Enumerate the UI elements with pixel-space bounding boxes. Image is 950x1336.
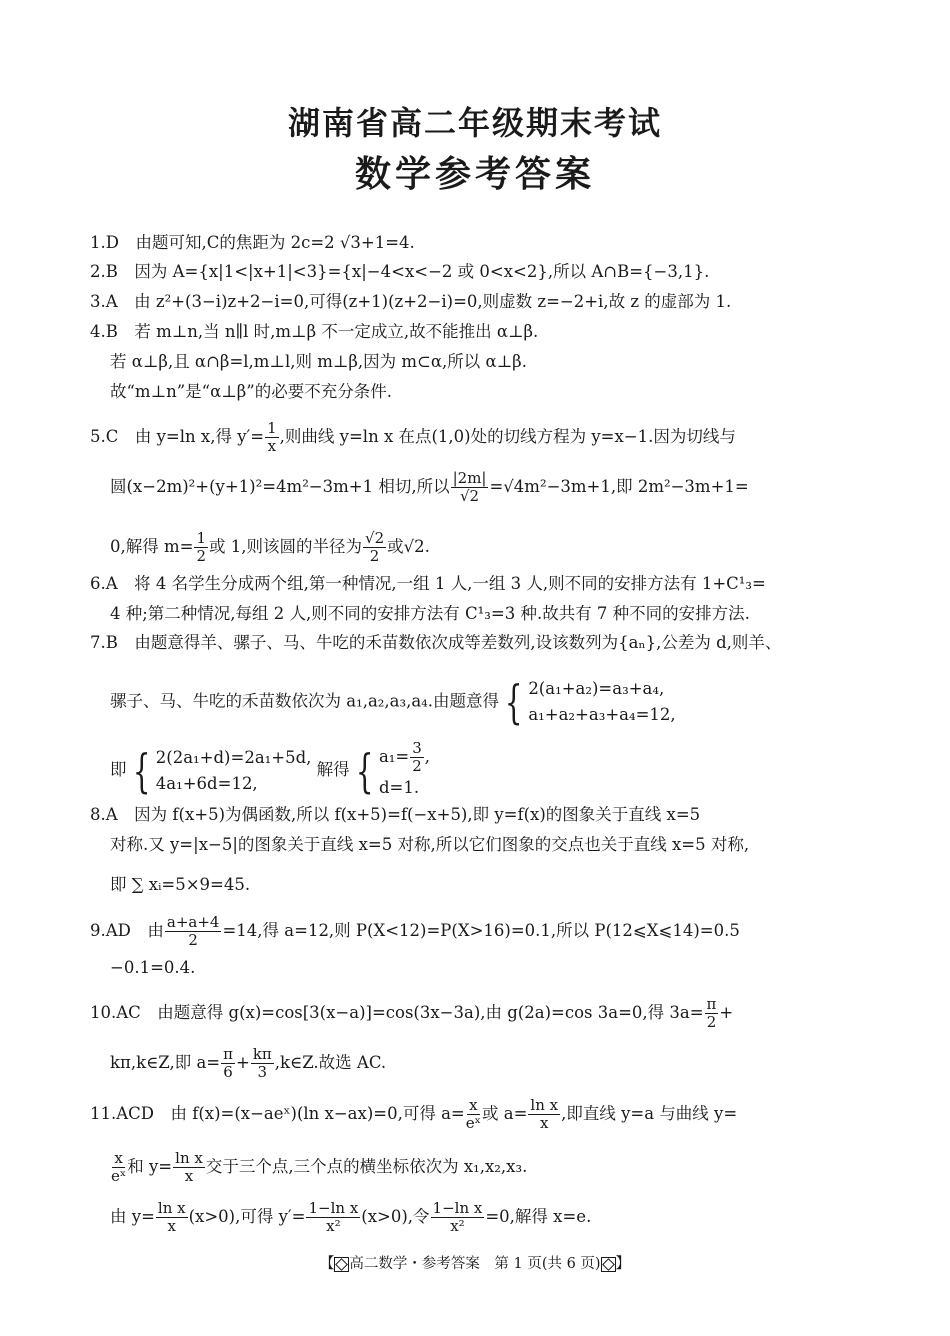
answer-6-line1: 6.A 将 4 名学生分成两个组,第一种情况,一组 1 人,一组 3 人,则不同的安排方法有 1+C¹₃= [90, 574, 766, 593]
footer-bracket: 【 [319, 1256, 335, 1272]
fraction-denominator: 6 [223, 1063, 233, 1081]
fraction-numerator: ln x [530, 1096, 559, 1114]
equation-system [379, 740, 430, 801]
text: ,则曲线 y=ln x 在点(1,0)处的切线方程为 y=x−1.因为切线与 [279, 427, 736, 446]
equation-system [528, 676, 675, 728]
fraction [431, 1200, 485, 1235]
fraction [156, 1200, 188, 1235]
text: 交于三个点,三个点的横坐标依次为 x₁,x₂,x₃. [205, 1157, 528, 1176]
fraction-denominator: 2 [196, 547, 207, 565]
fraction-denominator: 2 [706, 1013, 717, 1031]
answer-9-line1 [90, 914, 870, 949]
fraction [528, 1097, 560, 1132]
answer-10-line2 [110, 1046, 890, 1081]
text: + [719, 1003, 734, 1022]
text: 9.AD 由 [90, 921, 164, 940]
text: 5.C 由 y=ln x,得 y′= [90, 427, 265, 446]
brace-icon: { [504, 675, 523, 729]
text: 圆(x−2m)²+(y+1)²=4m²−3m+1 相切,所以 [110, 477, 450, 496]
fraction [251, 1046, 274, 1081]
fraction-denominator: √2 [459, 487, 480, 505]
answer-3: 3.A 由 z²+(3−i)z+2−i=0,可得(z+1)(z+2−i)=0,则虚数 z=−2+i,故 z 的虚部为 1. [90, 292, 732, 311]
answer-4-line2: 若 α⊥β,且 α∩β=l,m⊥l,则 m⊥β,因为 m⊂α,所以 α⊥β. [110, 352, 527, 371]
equation: 4a₁+6d=12, [155, 773, 258, 793]
fraction-numerator: 1−ln x [308, 1199, 359, 1217]
equation: 2(2a₁+d)=2a₁+5d, [155, 747, 312, 767]
answer-7-line1: 7.B 由题意得羊、骡子、马、牛吃的禾苗数依次成等差数列,设该数列为{aₙ},公差为 d,则羊、 [90, 633, 782, 652]
answer-9-line2: −0.1=0.4. [110, 958, 196, 977]
fraction-denominator: x² [450, 1217, 465, 1235]
fraction-denominator: x [267, 437, 277, 455]
fraction-denominator: 3 [257, 1063, 268, 1081]
text: 解得 [316, 760, 350, 779]
diamond-box-icon [334, 1257, 349, 1272]
answer-5-line1 [90, 420, 870, 455]
fraction-denominator: x [167, 1217, 176, 1235]
answer-6-line2: 4 种;第二种情况,每组 2 人,则不同的安排方法有 C¹₃=3 种.故共有 7 种不同的安排方法. [110, 604, 750, 623]
text: 或 1,则该圆的半径为 [209, 537, 363, 556]
text: (x>0),令 [361, 1207, 430, 1226]
footer-text: 高二数学・参考答案 第 1 页(共 6 页) [349, 1256, 601, 1272]
equation [379, 740, 430, 775]
fraction-denominator: eˣ [111, 1167, 127, 1185]
fraction-denominator: x [540, 1114, 549, 1132]
text: 11.ACD 由 f(x)=(x−aeˣ)(ln x−ax)=0,可得 a= [90, 1104, 465, 1123]
text: =√4m²−3m+1,即 2m²−3m+1= [489, 477, 749, 496]
text: ,即直线 y=a 与曲线 y= [561, 1104, 738, 1123]
fraction [221, 1046, 235, 1081]
fraction [705, 996, 719, 1031]
page-subtitle: 数学参考答案 [354, 154, 595, 195]
fraction-numerator: 1 [196, 529, 207, 547]
page-footer [0, 1252, 950, 1273]
text: 和 y= [127, 1157, 173, 1176]
answer-7-line2 [110, 676, 890, 728]
text: =0,解得 x=e. [485, 1207, 592, 1226]
answer-4-line1: 4.B 若 m⊥n,当 n∥l 时,m⊥β 不一定成立,故不能推出 α⊥β. [90, 322, 539, 341]
fraction-denominator: 2 [188, 931, 198, 949]
equation: a₁+a₂+a₃+a₄=12, [528, 705, 676, 724]
footer-bracket: 】 [615, 1256, 631, 1272]
equation-system [156, 745, 312, 797]
answer-4-line3: 故“m⊥n”是“α⊥β”的必要不充分条件. [110, 382, 392, 401]
diamond-box-icon [601, 1257, 616, 1272]
fraction-numerator: ln x [175, 1149, 203, 1167]
fraction-numerator: π [706, 995, 717, 1013]
text: + [236, 1053, 250, 1072]
text: 即 [110, 760, 127, 779]
fraction-numerator: |2m| [452, 469, 487, 487]
fraction-denominator: x² [326, 1217, 341, 1235]
text: =14,得 a=12,则 P(X<12)=P(X>16)=0.1,所以 P(12⩽X⩽14)=0.5 [222, 921, 740, 940]
fraction-numerator: x [114, 1149, 123, 1167]
fraction [265, 420, 279, 455]
fraction-numerator: 1 [267, 419, 277, 437]
page-title: 湖南省高二年级期末考试 [287, 104, 662, 142]
fraction [111, 1150, 126, 1185]
answer-11-line3 [110, 1200, 890, 1235]
answer-8-line3: 即 ∑ xᵢ=5×9=45. [110, 875, 251, 894]
fraction [165, 914, 222, 949]
answer-11-line1 [90, 1097, 870, 1132]
text: 或√2. [387, 537, 430, 556]
fraction [466, 1097, 481, 1132]
fraction-numerator: √2 [365, 529, 385, 547]
fraction [363, 530, 386, 565]
equation: 2(a₁+a₂)=a₃+a₄, [528, 679, 665, 698]
fraction-denominator: 2 [369, 547, 380, 565]
text: 0,解得 m= [110, 537, 194, 556]
answer-5-line3 [110, 530, 890, 565]
answer-10-line1 [90, 996, 870, 1031]
text: 或 a= [481, 1104, 528, 1123]
fraction-numerator: 1−ln x [432, 1199, 483, 1217]
brace-icon: { [132, 743, 150, 798]
fraction [410, 740, 424, 775]
fraction [451, 470, 489, 505]
answer-8-line2: 对称.又 y=|x−5|的图象关于直线 x=5 对称,所以它们图象的交点也关于直线 x=5 对称, [110, 835, 750, 854]
fraction-numerator: π [223, 1045, 233, 1063]
fraction-denominator: eˣ [465, 1114, 481, 1132]
answer-5-line2 [110, 470, 890, 505]
fraction-numerator: 3 [412, 739, 422, 757]
fraction [194, 530, 208, 565]
answer-11-line2 [110, 1150, 890, 1185]
fraction [306, 1200, 360, 1235]
fraction-numerator: x [469, 1096, 478, 1114]
fraction [173, 1150, 205, 1185]
text: a₁= [378, 747, 410, 766]
answer-8-line1: 8.A 因为 f(x+5)为偶函数,所以 f(x+5)=f(−x+5),即 y=f(x)的图象关于直线 x=5 [90, 805, 701, 824]
brace-icon: { [355, 743, 374, 798]
answer-1: 1.D 由题可知,C的焦距为 2c=2 √3+1=4. [90, 233, 415, 252]
fraction-denominator: x [184, 1167, 194, 1185]
text: , [424, 747, 431, 766]
fraction-numerator: kπ [252, 1045, 272, 1063]
text: (x>0),可得 y′= [188, 1207, 306, 1226]
text: kπ,k∈Z,即 a= [110, 1053, 221, 1072]
fraction-denominator: 2 [412, 757, 422, 775]
text: 骡子、马、牛吃的禾苗数依次为 a₁,a₂,a₃,a₄.由题意得 [110, 691, 500, 711]
fraction-numerator: a+a+4 [166, 913, 220, 931]
answer-7-line3 [110, 740, 890, 801]
text: ,k∈Z.故选 AC. [274, 1053, 387, 1072]
answer-2: 2.B 因为 A={x|1<|x+1|<3}={x|−4<x<−2 或 0<x<2},所以 A∩B={−3,1}. [90, 262, 710, 281]
text: 10.AC 由题意得 g(x)=cos[3(x−a)]=cos(3x−3a),由 g(2a)=cos 3a=0,得 3a= [90, 1003, 704, 1022]
text: 由 y= [110, 1207, 155, 1226]
equation: d=1. [378, 778, 420, 797]
fraction-numerator: ln x [157, 1199, 186, 1217]
